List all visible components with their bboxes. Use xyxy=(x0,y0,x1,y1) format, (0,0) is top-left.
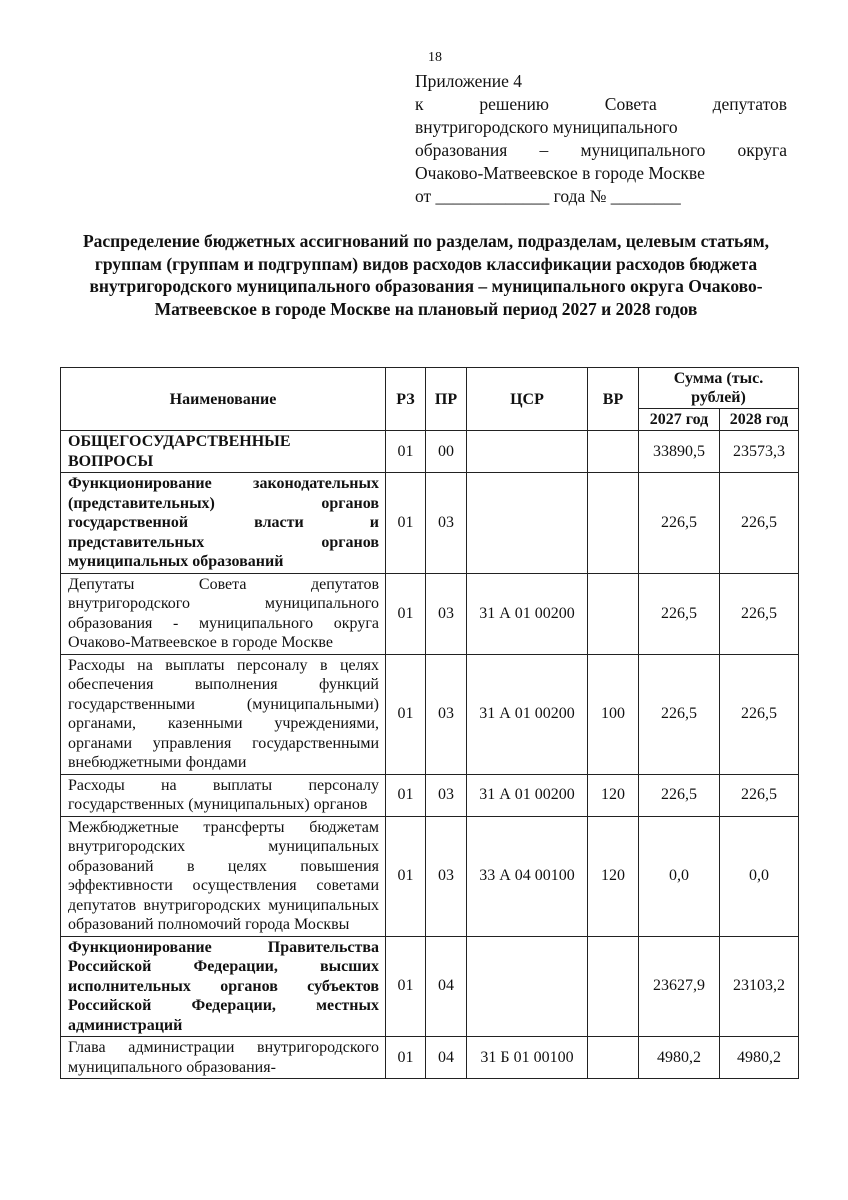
row-rz: 01 xyxy=(386,1037,426,1079)
row-sum-2027: 23627,9 xyxy=(639,936,720,1037)
row-csr: 31 А 01 00200 xyxy=(467,774,588,816)
row-vr: 120 xyxy=(588,774,639,816)
row-csr: 31 А 01 00200 xyxy=(467,654,588,774)
row-pr: 04 xyxy=(426,936,467,1037)
row-pr: 03 xyxy=(426,573,467,654)
row-vr xyxy=(588,473,639,574)
row-pr: 03 xyxy=(426,473,467,574)
row-sum-2027: 0,0 xyxy=(639,816,720,936)
row-name: Глава администрации внутригородского муниципального образования- xyxy=(61,1037,386,1079)
row-pr: 03 xyxy=(426,816,467,936)
appendix-municipality-line: внутригородского муниципального xyxy=(415,117,678,137)
appendix-header xyxy=(415,70,787,208)
row-name: Функционирование законодательных (представительных) органов государственной власти и представительных органов муниципальных образований xyxy=(61,473,386,574)
header-year-2027: 2027 год xyxy=(639,409,720,431)
table-row xyxy=(61,431,799,473)
row-sum-2027: 226,5 xyxy=(639,573,720,654)
row-name: Депутаты Совета депутатов внутригородского муниципального образования - муниципального округа Очаково-Матвеевское в городе Москве xyxy=(61,573,386,654)
table-row xyxy=(61,654,799,774)
row-sum-2027: 226,5 xyxy=(639,774,720,816)
row-csr: 31 Б 01 00100 xyxy=(467,1037,588,1079)
row-sum-2027: 226,5 xyxy=(639,473,720,574)
row-pr: 04 xyxy=(426,1037,467,1079)
row-sum-2028: 23573,3 xyxy=(720,431,799,473)
row-pr: 03 xyxy=(426,654,467,774)
table-row xyxy=(61,816,799,936)
row-name: Расходы на выплаты персоналу в целях обеспечения выполнения функций государственными (муниципальными) органами, казенными учреждениями, органами управления государственными внебюджетными фондами xyxy=(61,654,386,774)
table-row xyxy=(61,473,799,574)
header-name: Наименование xyxy=(61,368,386,431)
row-csr: 31 А 01 00200 xyxy=(467,573,588,654)
header-csr: ЦСР xyxy=(467,368,588,431)
row-vr xyxy=(588,1037,639,1079)
row-sum-2028: 226,5 xyxy=(720,473,799,574)
table-row xyxy=(61,936,799,1037)
header-year-2028: 2028 год xyxy=(720,409,799,431)
row-vr xyxy=(588,573,639,654)
row-sum-2028: 0,0 xyxy=(720,816,799,936)
row-sum-2028: 4980,2 xyxy=(720,1037,799,1079)
row-sum-2028: 226,5 xyxy=(720,654,799,774)
row-sum-2028: 226,5 xyxy=(720,573,799,654)
row-rz: 01 xyxy=(386,573,426,654)
row-csr: 33 А 04 00100 xyxy=(467,816,588,936)
row-pr: 03 xyxy=(426,774,467,816)
row-sum-2028: 226,5 xyxy=(720,774,799,816)
row-sum-2027: 33890,5 xyxy=(639,431,720,473)
row-name: Межбюджетные трансферты бюджетам внутригородских муниципальных образований в целях повышения эффективности осуществления советами депутатов внутригородских муниципальных образований полномочий города Москвы xyxy=(61,816,386,936)
row-vr xyxy=(588,431,639,473)
table-row xyxy=(61,1037,799,1079)
row-name: ОБЩЕГОСУДАРСТВЕННЫЕ ВОПРОСЫ xyxy=(61,431,386,473)
header-vr: ВР xyxy=(588,368,639,431)
appendix-date-number-line: от _____________ года № ________ xyxy=(415,186,681,206)
row-vr: 120 xyxy=(588,816,639,936)
row-rz: 01 xyxy=(386,431,426,473)
table-row xyxy=(61,774,799,816)
document-title: Распределение бюджетных ассигнований по разделам, подразделам, целевым статьям, группам (группам и подгруппам) видов расходов классификации расходов бюджета внутригородского муниципального образования – муниципального округа Очаково-Матвеевское в городе Москве на плановый период 2027 и 2028 годов xyxy=(82,231,770,319)
row-sum-2028: 23103,2 xyxy=(720,936,799,1037)
row-rz: 01 xyxy=(386,936,426,1037)
row-rz: 01 xyxy=(386,473,426,574)
header-pr: ПР xyxy=(426,368,467,431)
appendix-decision-line: к решению Совета депутатов xyxy=(415,94,787,114)
table-body xyxy=(61,431,799,1079)
budget-table xyxy=(60,367,799,1079)
row-pr: 00 xyxy=(426,431,467,473)
row-sum-2027: 4980,2 xyxy=(639,1037,720,1079)
row-csr xyxy=(467,473,588,574)
header-sum: Сумма (тыс. рублей) xyxy=(639,368,799,409)
row-csr xyxy=(467,431,588,473)
row-rz: 01 xyxy=(386,774,426,816)
table-row xyxy=(61,573,799,654)
appendix-district-line: образования – муниципального округа xyxy=(415,140,787,160)
row-name: Функционирование Правительства Российской Федерации, высших исполнительных органов субъектов Российской Федерации, местных администраций xyxy=(61,936,386,1037)
row-sum-2027: 226,5 xyxy=(639,654,720,774)
row-vr xyxy=(588,936,639,1037)
row-name: Расходы на выплаты персоналу государственных (муниципальных) органов xyxy=(61,774,386,816)
row-vr: 100 xyxy=(588,654,639,774)
row-csr xyxy=(467,936,588,1037)
row-rz: 01 xyxy=(386,816,426,936)
appendix-city-line: Очаково-Матвеевское в городе Москве xyxy=(415,163,705,183)
row-rz: 01 xyxy=(386,654,426,774)
table-header-row xyxy=(61,368,799,409)
header-rz: РЗ xyxy=(386,368,426,431)
page-number: 18 xyxy=(428,50,442,65)
appendix-label: Приложение 4 xyxy=(415,71,523,91)
